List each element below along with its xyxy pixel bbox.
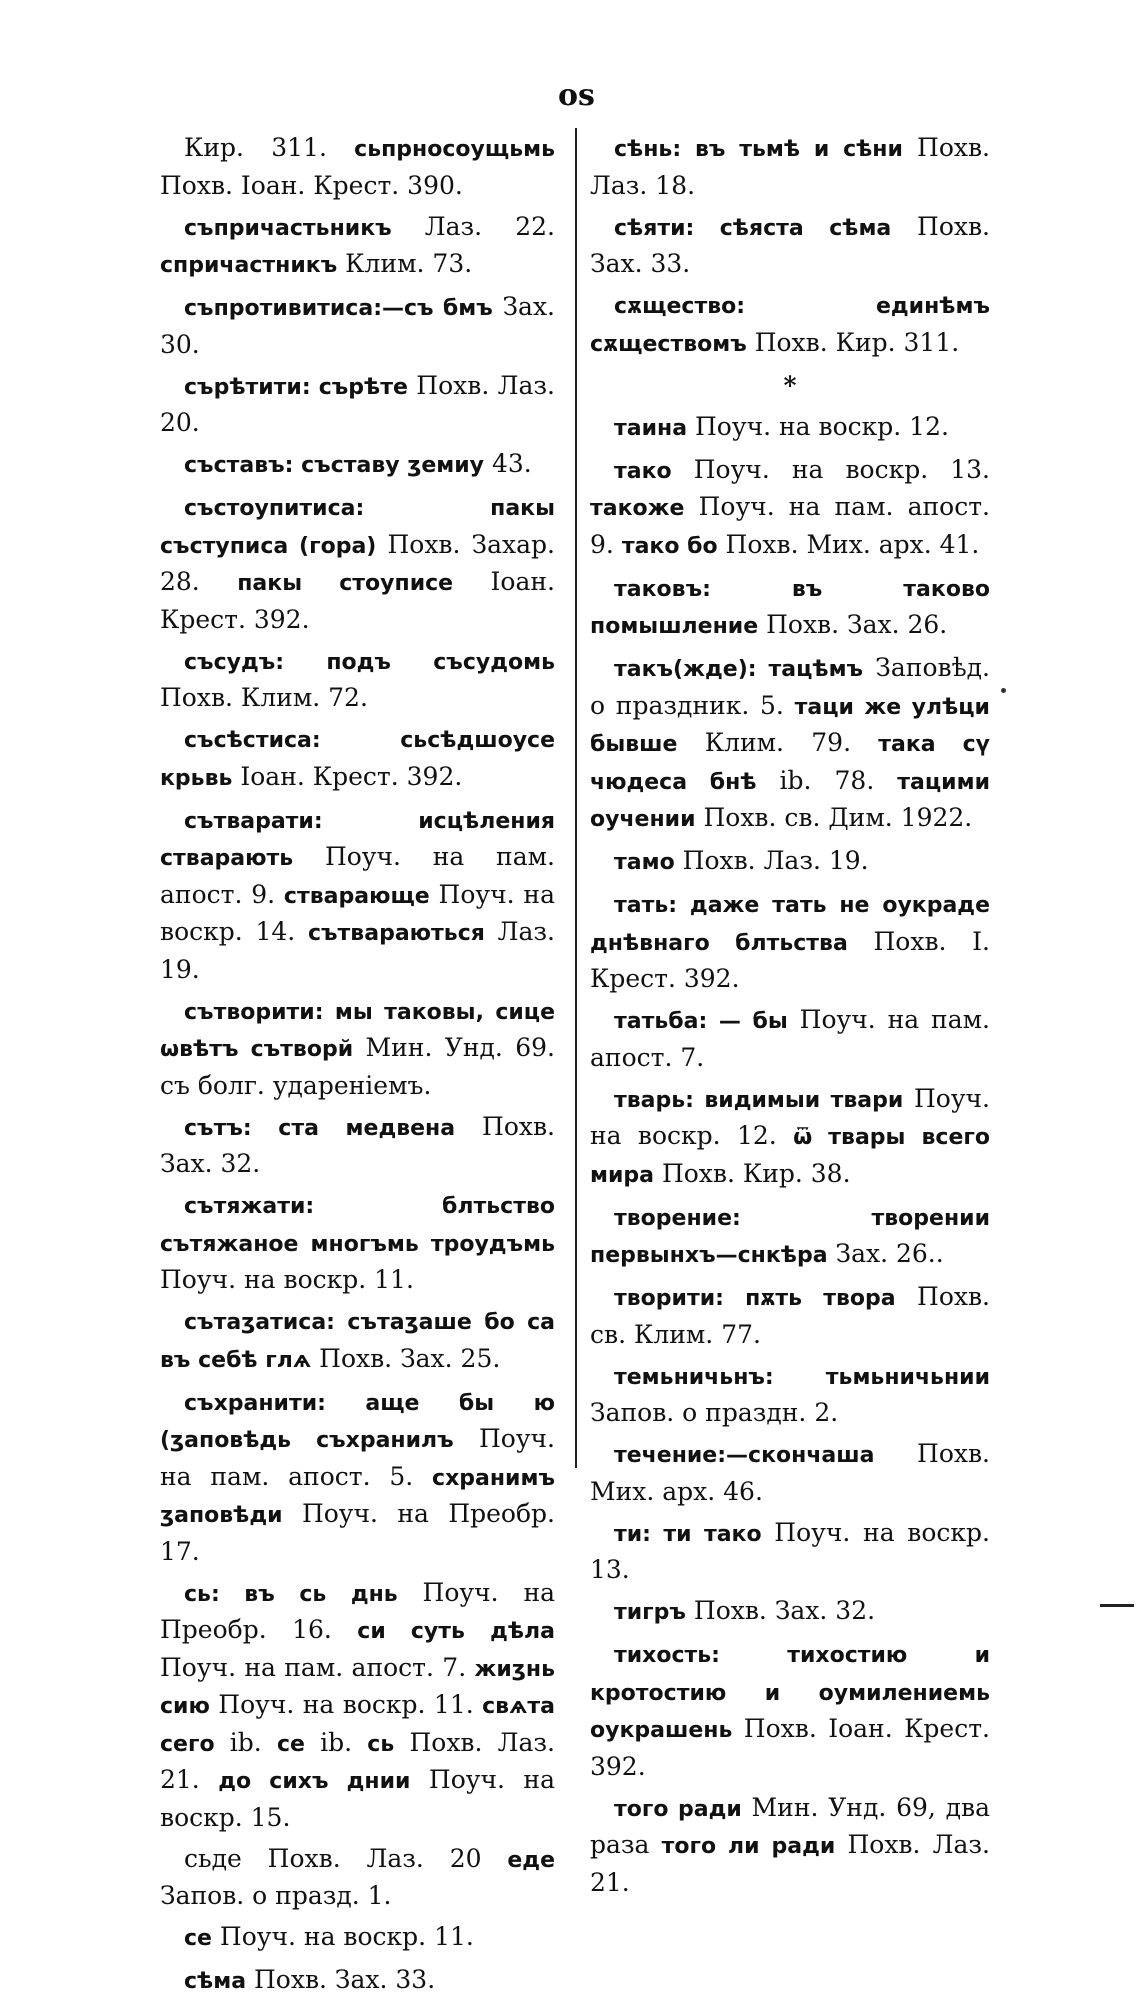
- entry-citation: Поуч. на Преобр. 17.: [160, 1499, 555, 1566]
- dictionary-entry: [590, 1002, 990, 1075]
- entry-citation: Похв. Зах. 32.: [685, 1596, 876, 1625]
- dictionary-entry: [590, 209, 990, 282]
- dictionary-entry: [160, 446, 555, 484]
- dictionary-entry: [590, 1515, 990, 1588]
- entry-citation: Мин. Унд. 69, два раза: [590, 1792, 990, 1859]
- section-divider-asterisk: *: [783, 370, 797, 400]
- entry-headword: тварь: видимыи твари: [614, 1087, 904, 1113]
- entry-headword: се: [276, 1731, 305, 1757]
- entry-citation: Поуч. на воскр. 12.: [590, 1083, 991, 1150]
- entry-headword: си суть дѣла: [357, 1619, 555, 1644]
- entry-headword: съпричастьникъ: [184, 215, 392, 241]
- entry-headword: такъ(жде): тацѣмъ: [614, 657, 864, 682]
- entry-citation: Поуч. на воскр. 11.: [160, 1265, 414, 1294]
- entry-citation: Похв. Лаз. 19.: [674, 846, 869, 875]
- entry-headword: сътъ: ста медвена: [184, 1115, 456, 1141]
- entry-citation: Лаз. 22.: [391, 211, 555, 241]
- dictionary-entry: [160, 1303, 555, 1378]
- dictionary-entry: [160, 721, 555, 796]
- entry-headword: таковъ: въ таково помышление: [590, 576, 990, 639]
- dictionary-entry: [160, 993, 555, 1104]
- speck: [1001, 688, 1006, 693]
- entry-headword: таци же улѣци бывше: [590, 694, 990, 757]
- dictionary-entry: [160, 209, 555, 284]
- entry-citation: Похв. Лаз. 21.: [590, 1830, 990, 1897]
- entry-headword: таина: [614, 415, 688, 441]
- entry-headword: съсѣстиса: сьсѣдшоусе крьвь: [160, 728, 555, 791]
- entry-headword: ѿ твары всего мира: [590, 1125, 990, 1188]
- entry-citation: Похв. Зах. 33.: [590, 211, 990, 278]
- left-column: [160, 130, 555, 2005]
- entry-citation: Мин. Унд. 69. съ болг. удареніемъ.: [160, 1033, 555, 1100]
- entry-citation: сьде: [184, 1843, 242, 1873]
- entry-citation: ib. 78.: [756, 765, 898, 795]
- dictionary-entry: [590, 886, 990, 997]
- entry-headword: сѫщество: единѣмъ сѫществомъ: [590, 294, 990, 357]
- entry-citation: Поуч. на воскр. 11.: [211, 1922, 474, 1951]
- entry-citation: Похв. Зах. 26.: [758, 610, 948, 639]
- entry-citation: Клим. 73.: [337, 249, 473, 278]
- entry-headword: темьничьнъ: тьмьничьнии: [614, 1364, 990, 1390]
- entry-headword: творити: пѫть твора: [614, 1286, 896, 1311]
- entry-citation: Зах. 26..: [827, 1239, 944, 1268]
- entry-headword: съпротивитиса:—съ бмъ: [184, 296, 493, 321]
- dictionary-entry: [590, 1436, 990, 1509]
- edge-mark: [1100, 1604, 1134, 1607]
- entry-headword: сь: [367, 1731, 395, 1757]
- entry-citation: Похв. Іоан. Крест. 392.: [590, 1714, 990, 1781]
- dictionary-entry: [590, 287, 990, 362]
- right-column: [590, 130, 990, 1906]
- entry-headword: тать: даже тать не оукраде днѣвнаго блтьства: [590, 893, 990, 956]
- entry-citation: Іоан. Крест. 392.: [232, 761, 463, 791]
- entry-headword: сърѣтити: сърѣте: [184, 374, 408, 400]
- entry-headword: того ради: [614, 1796, 742, 1822]
- entry-citation: Похв. Лаз. 18.: [590, 133, 991, 200]
- entry-citation: Поуч. на пам. апост. 7.: [160, 1652, 475, 1682]
- entry-citation: Похв. Мих. арх. 41.: [717, 529, 980, 559]
- entry-citation: Похв. Іоан. Крест. 390.: [160, 170, 463, 200]
- entry-headword: сътвараються: [307, 921, 485, 946]
- entry-headword: схранимъ ʒаповѣди: [160, 1465, 555, 1528]
- entry-citation: Запов. о праздн. 2.: [590, 1398, 839, 1427]
- entry-headword: сьпрносоущьмь: [354, 137, 555, 162]
- entry-citation: Поуч. на воскр. 13.: [671, 454, 990, 484]
- dictionary-entry: [590, 570, 990, 645]
- dictionary-entry: [590, 1081, 990, 1194]
- entry-citation: Похв. св. Дим. 1922.: [695, 803, 973, 832]
- entry-headword: сѣнь: въ тьмѣ и сѣни: [614, 137, 903, 162]
- entry-headword: течение:—скончаша: [614, 1443, 875, 1468]
- dictionary-entry: [590, 130, 990, 203]
- entry-citation: Поуч. на воскр. 11.: [209, 1690, 483, 1719]
- dictionary-entry: [590, 452, 990, 565]
- entry-headword: сѣяти: сѣяста сѣма: [614, 215, 892, 241]
- entry-citation: Похв. Кир. 311.: [746, 327, 960, 357]
- entry-citation: Поуч. на пам. апост. 5.: [160, 1424, 556, 1491]
- entry-headword: тацими оучении: [590, 769, 990, 832]
- entry-citation: Поуч. на воскр. 14.: [160, 879, 555, 946]
- dictionary-entry: [590, 1790, 990, 1901]
- entry-headword: ти: ти тако: [614, 1521, 762, 1547]
- entry-headword: сътаʒатиса: сътаʒаше бо са въ себѣ глѧ: [160, 1310, 555, 1373]
- entry-headword: сътяжати: блтьство сътяжаное многъмь троудъмь: [160, 1194, 555, 1257]
- entry-headword: състоупитиса: пакы съступиса (гора): [160, 496, 555, 559]
- entry-citation: Похв. Зах. 32.: [160, 1111, 555, 1178]
- dictionary-entry: [590, 1593, 990, 1631]
- dictionary-entry: [160, 643, 555, 716]
- dictionary-entry: [160, 1919, 555, 1957]
- entry-citation: Поуч. на воскр. 12.: [687, 411, 949, 441]
- entry-headword: сѣма: [184, 1969, 247, 1994]
- dictionary-entry: [160, 489, 555, 637]
- dictionary-entry: [160, 1384, 555, 1570]
- dictionary-entry: [590, 1636, 990, 1784]
- dictionary-entry: [160, 368, 555, 441]
- entry-citation: Поуч. на пам. апост. 9.: [590, 492, 990, 559]
- dictionary-entry: [590, 1199, 990, 1274]
- entry-citation: Запов. о празд. 1.: [160, 1881, 392, 1910]
- entry-headword: сь: въ сь днь: [184, 1581, 398, 1607]
- entry-citation: Похв. Мих. арх. 46.: [590, 1439, 990, 1506]
- entry-headword: жиʒнь сию: [160, 1656, 555, 1719]
- dictionary-entry: [160, 1841, 555, 1914]
- entry-headword: тигръ: [614, 1600, 686, 1625]
- dictionary-entry: [160, 1962, 555, 2000]
- entry-citation: ib.: [214, 1727, 277, 1757]
- entry-headword: така сү чюдеса бнѣ: [590, 732, 991, 795]
- entry-citation: Поуч. на воскр. 13.: [590, 1517, 990, 1584]
- entry-headword: стварающе: [283, 883, 430, 909]
- entry-headword: тамо: [614, 850, 675, 875]
- entry-headword: татьба: — бы: [614, 1009, 788, 1034]
- entry-citation: Заповѣд. о праздник. 5.: [590, 653, 990, 720]
- entry-citation: Поуч. на пам. апост. 9.: [160, 842, 555, 909]
- entry-citation: 43.: [484, 449, 532, 478]
- entry-citation: Клим. 79.: [677, 728, 879, 757]
- entry-headword: сътварати: исцѣления стварають: [160, 808, 555, 871]
- entry-citation: Похв. Лаз. 20.: [160, 370, 556, 437]
- entry-headword: еде: [507, 1847, 555, 1873]
- entry-headword: такоже: [590, 496, 685, 521]
- entry-citation: Кир. 311.: [184, 133, 355, 162]
- entry-headword: тако бо: [621, 533, 718, 559]
- entry-headword: спричастникъ: [160, 253, 338, 278]
- entry-citation: Поуч. на пам. апост. 7.: [590, 1005, 991, 1072]
- column-divider: [575, 128, 577, 1468]
- entry-headword: съхранити: аще бы ю (ʒаповѣдь съхранилъ: [160, 1390, 555, 1453]
- dictionary-entry: [160, 802, 555, 988]
- entry-citation: Похв. Зах. 33.: [246, 1965, 436, 1994]
- entry-citation: Похв. св. Клим. 77.: [590, 1282, 991, 1349]
- entry-headword: того ли ради: [661, 1834, 836, 1859]
- entry-headword: свѧта сего: [160, 1694, 555, 1757]
- dictionary-entry: [590, 1279, 990, 1352]
- entry-headword: тихость: тихостию и кротостию и оумилениемь оукрашень: [590, 1643, 990, 1743]
- entry-citation: Поуч. на воскр. 15.: [160, 1765, 555, 1832]
- entry-headword: до сихъ днии: [218, 1769, 411, 1794]
- entry-headword: съсудъ: подъ съсудомь: [184, 649, 555, 675]
- entry-citation: Похв. І. Крест. 392.: [590, 926, 990, 993]
- dictionary-entry: [590, 843, 990, 881]
- entry-citation: Похв. Лаз. 20: [241, 1843, 508, 1873]
- entry-headword: съставъ: съставу ʒемиу: [184, 453, 485, 478]
- entry-headword: тако: [614, 458, 672, 484]
- entry-citation: Похв. Зах. 25.: [311, 1343, 501, 1373]
- entry-headword: творение: творении первынхъ—снкѣра: [590, 1205, 990, 1268]
- dictionary-entry: [160, 130, 555, 203]
- entry-citation: Похв. Клим. 72.: [160, 683, 368, 712]
- entry-citation: Поуч. на Преобр. 16.: [160, 1577, 556, 1644]
- entry-citation: Похв. Лаз. 21.: [160, 1727, 555, 1794]
- dictionary-entry: [590, 1358, 990, 1431]
- entry-headword: се: [184, 1926, 212, 1951]
- dictionary-entry: [590, 650, 990, 838]
- entry-citation: Зах. 30.: [160, 292, 555, 359]
- entry-citation: Іоан. Крест. 392.: [160, 567, 555, 634]
- dictionary-entry: [160, 289, 555, 362]
- page-number: оѕ: [558, 78, 595, 113]
- entry-headword: пакы стоуписе: [237, 571, 454, 596]
- entry-citation: Похв. Кир. 38.: [654, 1158, 851, 1188]
- entry-citation: Лаз. 19.: [160, 917, 555, 984]
- dictionary-entry: [160, 1187, 555, 1298]
- entry-citation: Похв. Захар. 28.: [160, 529, 555, 596]
- dictionary-entry: [590, 409, 990, 447]
- entry-citation: ib.: [304, 1727, 368, 1757]
- entry-headword: сътворити: мы таковы, сице ѡвѣтъ сътворй: [160, 999, 555, 1062]
- dictionary-entry: [160, 1109, 555, 1182]
